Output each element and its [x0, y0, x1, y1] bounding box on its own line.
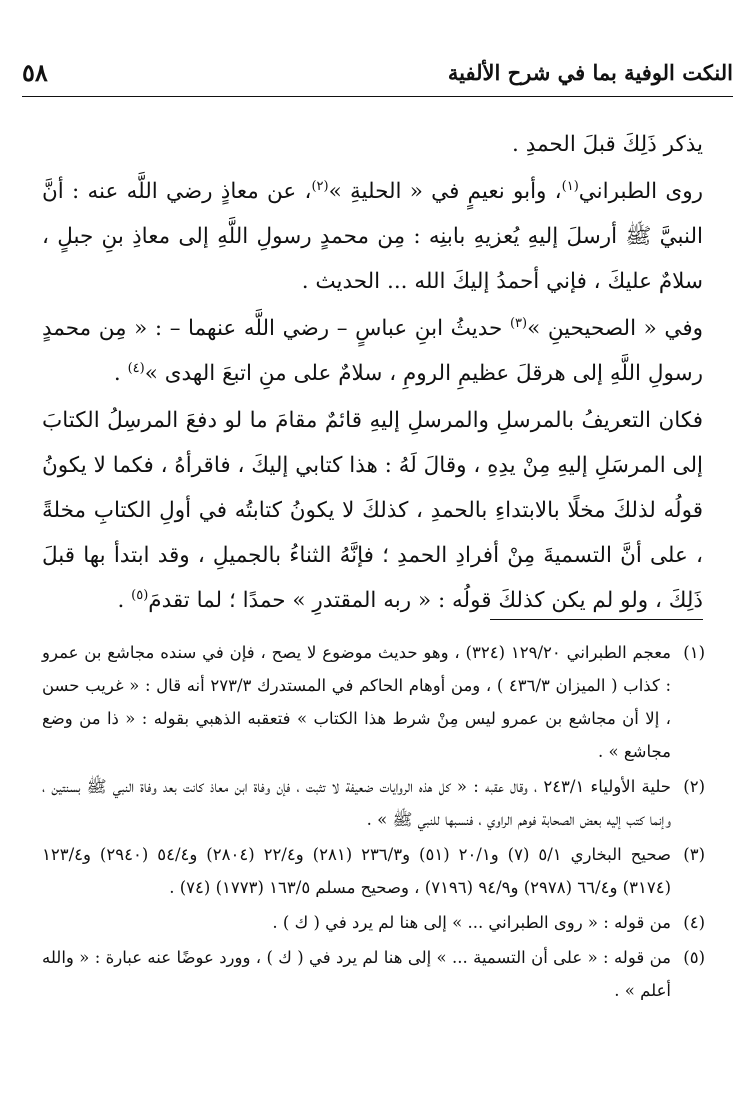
footnote-marker-5[interactable]: (٥)	[131, 587, 149, 603]
running-header	[22, 58, 733, 94]
footnote-number: (٥)	[683, 948, 705, 967]
footnote-2	[42, 770, 705, 836]
footnote-4	[42, 906, 705, 939]
footnote-text: صحيح البخاري ٥/١ (٧) و٢٠/١ (٥١) و٢٣٦/٣ (٢٨١) و٢٢/٤ (٢٨٠٤) و٥٤/٤ (٢٩٤٠) و١٢٣/٤ (٣١٧٤) و٦٦/٤ (٢٩٧٨) و٩٤/٩ (٧١٩٦) ، وصحيح مسلم ١٦٣/٥ (١٧٧٣) (٧٤) .	[42, 845, 671, 897]
footnote-text: حلية الأولياء ٢٤٣/١ ، وقال عقبه : « كل هذه الروايات ضعيفة لا تثبت ، فإن وفاة ابن معاذ كانت بعد وفاة النبي ﷺ بسنتين ، وإنما كتب إليه بعض الصحابة فوهم الراوي ، فنسبها للنبي ﷺ » .	[42, 777, 671, 829]
footnote-marker-4[interactable]: (٤)	[127, 360, 145, 376]
footnote-number: (١)	[683, 643, 705, 662]
footnote-number: (٣)	[683, 845, 705, 864]
paragraph-2: روى الطبراني$^{(١)}$، وأبو نعيمٍ في « الحليةِ »$^{(٢)}$، عن معاذٍ رضي اللَّه عنه : أنَّ النبيَّ ﷺ أرسلَ إليهِ يُعزيهِ بابنِه : مِن محمدٍ رسولِ اللَّهِ إلى معاذِ بنِ جبلٍ ، سلامٌ عليكَ ، فإني أحمدُ إليكَ الله ... الحديث .	[42, 178, 703, 294]
footnote-marker-2[interactable]: (٢)	[311, 178, 329, 194]
footnote-number: (٤)	[683, 913, 705, 932]
footnote-marker-1[interactable]: (١)	[561, 178, 579, 194]
footnote-text: من قوله : « روى الطبراني ... » إلى هنا لم يرد في ( ك ) .	[272, 913, 671, 932]
paragraph-1: يذكر ذَلِكَ قبلَ الحمدِ .	[512, 132, 703, 157]
footnote-text: من قوله : « على أن التسمية ... » إلى هنا لم يرد في ( ك ) ، وورد عوضًا عنه عبارة : « والله أعلم » .	[42, 948, 671, 1000]
footnotes	[42, 636, 705, 1009]
footnote-number: (٢)	[683, 777, 705, 796]
running-title: النكت الوفية بما في شرح الألفية	[447, 60, 733, 85]
footnote-5	[42, 941, 705, 1007]
paragraph-4: فكان التعريفُ بالمرسلِ والمرسلِ إليهِ قائمٌ مقامَ ما لو دفعَ المرسِلُ الكتابَ إلى المرسَلِ إليهِ مِنْ يدِهِ ، وقالَ لَهُ : هذا كتابي إليكَ ، فاقرأهُ ، فكما لا يكونُ قولُه لذلكَ مخلًا بالابتداءِ بالحمدِ ، كذلكَ لا يكونُ كتابتُه في أولِ الكتابِ مخلةً ، على أنَّ التسميةَ مِنْ أفرادِ الحمدِ ؛ فإنَّهُ الثناءُ بالجميلِ ، وقد ابتدأ بها قبلَ ذَلِكَ ، ولو لم يكن كذلكَ قولُه : « ربه المقتدرِ » حمدًا ؛ لما تقدمَ$^{(٥)}$ .	[42, 408, 703, 613]
footnote-text: معجم الطبراني ١٢٩/٢٠ (٣٢٤) ، وهو حديث موضوع لا يصح ، فإن في سنده مجاشع بن عمرو : كذاب ( الميزان ٤٣٦/٣ ) ، ومن أوهام الحاكم في المستدرك ٢٧٣/٣ أنه قال : « غريب حسن ، إلا أن مجاشع بن عمرو ليس مِنْ شرط هذا الكتاب » فتعقبه الذهبي بقوله : « ذا من وضع مجاشع » .	[42, 643, 672, 761]
header-rule	[22, 96, 733, 97]
footnote-3	[42, 838, 705, 904]
footnote-separator	[490, 619, 703, 620]
main-text	[42, 122, 703, 625]
paragraph-3: وفي « الصحيحينِ »$^{(٣)}$ حديثُ ابنِ عباسٍ – رضي اللَّه عنهما – : « مِن محمدٍ رسولِ اللَّهِ إلى هرقلَ عظيمِ الرومِ ، سلامٌ على منِ اتبعَ الهدى »$^{(٤)}$ .	[42, 315, 703, 386]
footnote-1	[42, 636, 705, 768]
footnote-marker-3[interactable]: (٣)	[509, 315, 528, 331]
page-number: ٥٨	[22, 58, 48, 87]
